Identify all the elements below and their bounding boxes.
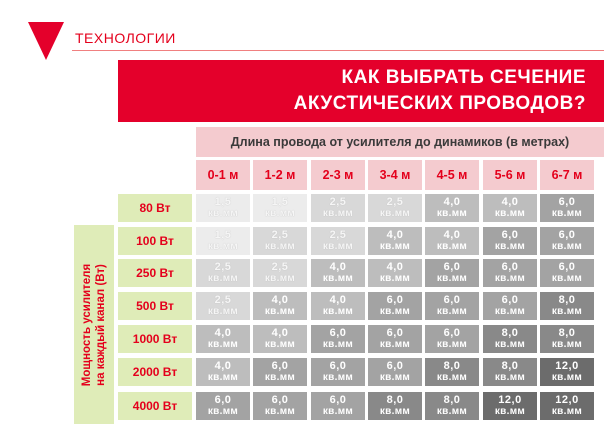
section-cell bbox=[540, 325, 594, 353]
section-value: 2,5 bbox=[271, 261, 289, 273]
section-value: 6,0 bbox=[443, 261, 461, 273]
section-cell bbox=[425, 325, 479, 353]
section-value: 4,0 bbox=[501, 196, 519, 208]
section-value: 12,0 bbox=[555, 394, 579, 406]
section-unit: кв.мм bbox=[322, 406, 354, 417]
title-banner bbox=[118, 60, 604, 122]
section-unit: кв.мм bbox=[207, 273, 239, 284]
title-line-2: АКУСТИЧЕСКИХ ПРОВОДОВ? bbox=[293, 93, 586, 114]
section-value: 8,0 bbox=[501, 360, 519, 372]
section-unit: кв.мм bbox=[322, 339, 354, 350]
section-cell bbox=[196, 392, 250, 420]
brand-logo-triangle bbox=[28, 22, 64, 60]
section-unit: кв.мм bbox=[436, 339, 468, 350]
section-value: 4,0 bbox=[214, 360, 232, 372]
section-unit: кв.мм bbox=[436, 372, 468, 383]
section-value: 6,0 bbox=[386, 360, 404, 372]
section-value: 6,0 bbox=[214, 394, 232, 406]
section-value: 8,0 bbox=[501, 327, 519, 339]
section-unit: кв.мм bbox=[551, 306, 583, 317]
section-value: 8,0 bbox=[443, 360, 461, 372]
section-unit: кв.мм bbox=[551, 208, 583, 219]
section-unit: кв.мм bbox=[379, 273, 411, 284]
section-value: 2,5 bbox=[271, 229, 289, 241]
title-line-1: КАК ВЫБРАТЬ СЕЧЕНИЕ bbox=[341, 67, 586, 88]
section-value: 1,5 bbox=[214, 196, 232, 208]
section-cell bbox=[253, 259, 307, 287]
section-cell bbox=[425, 392, 479, 420]
section-unit: кв.мм bbox=[207, 339, 239, 350]
section-unit: кв.мм bbox=[322, 306, 354, 317]
section-value: 6,0 bbox=[329, 394, 347, 406]
section-unit: кв.мм bbox=[494, 273, 526, 284]
section-value: 2,5 bbox=[386, 196, 404, 208]
section-cell bbox=[540, 259, 594, 287]
section-value: 2,5 bbox=[214, 294, 232, 306]
section-value: 8,0 bbox=[558, 294, 576, 306]
section-cell bbox=[311, 358, 365, 386]
section-cell bbox=[253, 358, 307, 386]
section-unit: кв.мм bbox=[379, 339, 411, 350]
section-cell bbox=[483, 325, 537, 353]
range-header-1: 1-2 м bbox=[253, 160, 307, 190]
section-unit: кв.мм bbox=[379, 306, 411, 317]
section-cell bbox=[425, 259, 479, 287]
power-row-label: 100 Вт bbox=[118, 227, 192, 255]
section-cell bbox=[540, 392, 594, 420]
section-unit: кв.мм bbox=[264, 406, 296, 417]
section-value: 4,0 bbox=[443, 229, 461, 241]
section-value: 8,0 bbox=[443, 394, 461, 406]
section-value: 2,5 bbox=[329, 229, 347, 241]
section-unit: кв.мм bbox=[379, 208, 411, 219]
section-value: 1,5 bbox=[214, 229, 232, 241]
section-cell bbox=[425, 358, 479, 386]
section-unit: кв.мм bbox=[436, 306, 468, 317]
range-header-2: 2-3 м bbox=[311, 160, 365, 190]
section-value: 6,0 bbox=[558, 229, 576, 241]
section-value: 2,5 bbox=[214, 261, 232, 273]
section-unit: кв.мм bbox=[207, 306, 239, 317]
power-row-label: 4000 Вт bbox=[118, 392, 192, 420]
section-cell bbox=[483, 194, 537, 222]
section-unit: кв.мм bbox=[494, 208, 526, 219]
section-cell bbox=[196, 194, 250, 222]
section-unit: кв.мм bbox=[494, 372, 526, 383]
section-cell bbox=[196, 259, 250, 287]
section-unit: кв.мм bbox=[207, 372, 239, 383]
section-value: 4,0 bbox=[271, 327, 289, 339]
section-unit: кв.мм bbox=[436, 208, 468, 219]
section-cell bbox=[425, 194, 479, 222]
section-cell bbox=[425, 292, 479, 320]
section-cell bbox=[368, 392, 422, 420]
section-cell bbox=[368, 259, 422, 287]
section-cell bbox=[311, 325, 365, 353]
section-unit: кв.мм bbox=[494, 406, 526, 417]
section-cell bbox=[253, 194, 307, 222]
header-divider bbox=[72, 50, 604, 51]
power-row-label: 2000 Вт bbox=[118, 358, 192, 386]
section-unit: кв.мм bbox=[551, 241, 583, 252]
section-cell bbox=[253, 227, 307, 255]
length-header: Длина провода от усилителя до динамиков (в метрах) bbox=[196, 127, 604, 157]
section-cell bbox=[196, 227, 250, 255]
range-header-6: 6-7 м bbox=[540, 160, 594, 190]
section-cell bbox=[483, 227, 537, 255]
triangle-logo-icon bbox=[28, 22, 64, 60]
power-axis-line-2: на каждый канал (Вт) bbox=[95, 263, 108, 386]
section-value: 6,0 bbox=[271, 360, 289, 372]
section-value: 6,0 bbox=[501, 261, 519, 273]
section-cell bbox=[368, 194, 422, 222]
section-unit: кв.мм bbox=[207, 406, 239, 417]
section-cell bbox=[540, 292, 594, 320]
section-cell bbox=[311, 292, 365, 320]
section-value: 6,0 bbox=[329, 360, 347, 372]
section-unit: кв.мм bbox=[379, 406, 411, 417]
section-cell bbox=[368, 358, 422, 386]
power-axis-label bbox=[74, 225, 114, 424]
section-unit: кв.мм bbox=[379, 241, 411, 252]
section-unit: кв.мм bbox=[494, 339, 526, 350]
section-value: 6,0 bbox=[271, 394, 289, 406]
section-cell bbox=[311, 392, 365, 420]
section-value: 2,5 bbox=[329, 196, 347, 208]
section-unit: кв.мм bbox=[322, 372, 354, 383]
section-value: 6,0 bbox=[329, 327, 347, 339]
section-cell bbox=[425, 227, 479, 255]
section-label: ТЕХНОЛОГИИ bbox=[75, 30, 176, 46]
section-cell bbox=[368, 227, 422, 255]
section-value: 4,0 bbox=[214, 327, 232, 339]
section-cell bbox=[368, 292, 422, 320]
section-cell bbox=[483, 392, 537, 420]
section-unit: кв.мм bbox=[494, 241, 526, 252]
section-unit: кв.мм bbox=[322, 273, 354, 284]
section-cell bbox=[311, 194, 365, 222]
section-value: 8,0 bbox=[386, 394, 404, 406]
section-value: 4,0 bbox=[329, 294, 347, 306]
section-cell bbox=[253, 325, 307, 353]
section-value: 4,0 bbox=[271, 294, 289, 306]
section-unit: кв.мм bbox=[207, 208, 239, 219]
section-value: 12,0 bbox=[498, 394, 522, 406]
section-unit: кв.мм bbox=[551, 339, 583, 350]
power-axis-line-1: Мощность усилителя bbox=[81, 263, 94, 386]
section-unit: кв.мм bbox=[436, 406, 468, 417]
section-cell bbox=[483, 259, 537, 287]
section-value: 6,0 bbox=[501, 229, 519, 241]
section-cell bbox=[483, 292, 537, 320]
section-cell bbox=[368, 325, 422, 353]
section-value: 4,0 bbox=[386, 261, 404, 273]
section-value: 6,0 bbox=[443, 294, 461, 306]
range-header-3: 3-4 м bbox=[368, 160, 422, 190]
section-value: 6,0 bbox=[386, 327, 404, 339]
section-value: 8,0 bbox=[558, 327, 576, 339]
section-cell bbox=[311, 259, 365, 287]
section-unit: кв.мм bbox=[264, 208, 296, 219]
section-cell bbox=[196, 358, 250, 386]
section-value: 12,0 bbox=[555, 360, 579, 372]
power-row-label: 250 Вт bbox=[118, 259, 192, 287]
section-cell bbox=[540, 358, 594, 386]
section-cell bbox=[253, 392, 307, 420]
range-header-0: 0-1 м bbox=[196, 160, 250, 190]
power-row-label: 1000 Вт bbox=[118, 325, 192, 353]
section-value: 4,0 bbox=[386, 229, 404, 241]
section-value: 1,5 bbox=[271, 196, 289, 208]
section-value: 4,0 bbox=[443, 196, 461, 208]
section-unit: кв.мм bbox=[264, 339, 296, 350]
power-row-label: 500 Вт bbox=[118, 292, 192, 320]
section-unit: кв.мм bbox=[379, 372, 411, 383]
section-value: 6,0 bbox=[558, 261, 576, 273]
section-value: 4,0 bbox=[329, 261, 347, 273]
section-unit: кв.мм bbox=[322, 208, 354, 219]
section-unit: кв.мм bbox=[264, 273, 296, 284]
section-unit: кв.мм bbox=[264, 372, 296, 383]
section-cell bbox=[196, 325, 250, 353]
section-cell bbox=[483, 358, 537, 386]
section-value: 6,0 bbox=[558, 196, 576, 208]
section-cell bbox=[311, 227, 365, 255]
range-header-5: 5-6 м bbox=[483, 160, 537, 190]
section-value: 6,0 bbox=[443, 327, 461, 339]
section-unit: кв.мм bbox=[322, 241, 354, 252]
section-unit: кв.мм bbox=[494, 306, 526, 317]
section-unit: кв.мм bbox=[436, 241, 468, 252]
section-unit: кв.мм bbox=[551, 273, 583, 284]
section-unit: кв.мм bbox=[264, 241, 296, 252]
power-row-label: 80 Вт bbox=[118, 194, 192, 222]
section-cell bbox=[540, 227, 594, 255]
section-cell bbox=[196, 292, 250, 320]
section-cell bbox=[253, 292, 307, 320]
section-value: 6,0 bbox=[501, 294, 519, 306]
section-unit: кв.мм bbox=[436, 273, 468, 284]
range-header-4: 4-5 м bbox=[425, 160, 479, 190]
section-unit: кв.мм bbox=[264, 306, 296, 317]
section-unit: кв.мм bbox=[551, 372, 583, 383]
section-cell bbox=[540, 194, 594, 222]
section-value: 6,0 bbox=[386, 294, 404, 306]
section-unit: кв.мм bbox=[207, 241, 239, 252]
section-unit: кв.мм bbox=[551, 406, 583, 417]
